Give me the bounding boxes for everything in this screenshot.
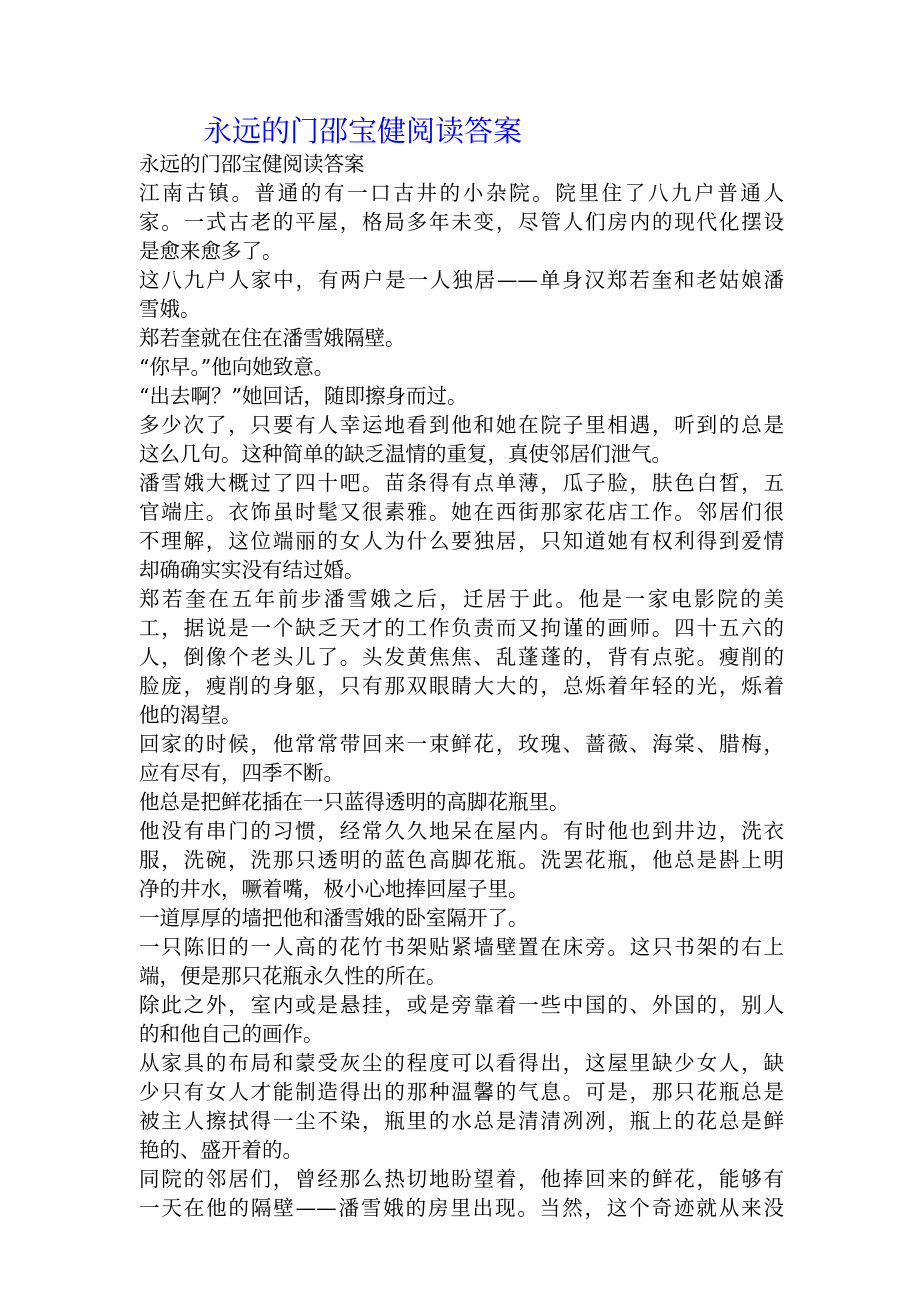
text-line: 家。一式古老的平屋，格局多年未变，尽管人们房内的现代化摆设 bbox=[139, 210, 784, 234]
text-line: 艳的、盛开着的。 bbox=[139, 1138, 303, 1162]
text-line: 不理解，这位端丽的女人为什么要独居，只知道她有权利得到爱情 bbox=[139, 529, 784, 553]
text-line: 这么几句。这种简单的缺乏温情的重复，真使邻居们泄气。 bbox=[139, 442, 672, 466]
text-line: 除此之外，室内或是悬挂，或是旁靠着一些中国的、外国的，别人 bbox=[139, 993, 784, 1017]
text-line: 的和他自己的画作。 bbox=[139, 1022, 324, 1046]
text-line: 人，倒像个老头儿了。头发黄焦焦、乱蓬蓬的，背有点驼。瘦削的 bbox=[139, 645, 784, 669]
text-line: 脸庞，瘦削的身躯，只有那双眼睛大大的，总烁着年轻的光，烁着 bbox=[139, 674, 784, 698]
text-line: 服，洗碗，洗那只透明的蓝色高脚花瓶。洗罢花瓶，他总是斟上明 bbox=[139, 848, 784, 872]
text-line: 潘雪娥大概过了四十吧。苗条得有点单薄，瓜子脸，肤色白皙，五 bbox=[139, 471, 784, 495]
text-line: 同院的邻居们，曾经那么热切地盼望着，他捧回来的鲜花，能够有 bbox=[139, 1167, 784, 1191]
text-line: 一天在他的隔壁——潘雪娥的房里出现。当然，这个奇迹就从来没 bbox=[139, 1196, 784, 1220]
text-line: 他总是把鲜花插在一只蓝得透明的高脚花瓶里。 bbox=[139, 790, 570, 814]
text-line: 多少次了，只要有人幸运地看到他和她在院子里相遇，听到的总是 bbox=[139, 413, 784, 437]
text-line: 官端庄。衣饰虽时髦又很素雅。她在西街那家花店工作。邻居们很 bbox=[139, 500, 784, 524]
text-line: 一只陈旧的一人高的花竹书架贴紧墙壁置在床旁。这只书架的右上 bbox=[139, 935, 784, 959]
text-line: 郑若奎在五年前步潘雪娥之后，迁居于此。他是一家电影院的美 bbox=[139, 587, 784, 611]
text-line: “你早。”他向她致意。 bbox=[139, 355, 335, 379]
text-line: 应有尽有，四季不断。 bbox=[139, 761, 344, 785]
text-line: 净的井水，噘着嘴，极小心地捧回屋子里。 bbox=[139, 877, 529, 901]
text-line: 却确确实实没有结过婚。 bbox=[139, 558, 365, 582]
text-line: 从家具的布局和蒙受灰尘的程度可以看得出，这屋里缺少女人，缺 bbox=[139, 1051, 784, 1075]
text-line: 江南古镇。普通的有一口古井的小杂院。院里住了八九户普通人 bbox=[139, 181, 784, 205]
text-line: 雪娥。 bbox=[139, 297, 201, 321]
text-line: 被主人擦拭得一尘不染，瓶里的水总是清清冽冽，瓶上的花总是鲜 bbox=[139, 1109, 784, 1133]
text-line: 郑若奎就在住在潘雪娥隔壁。 bbox=[139, 326, 406, 350]
text-line: 他没有串门的习惯，经常久久地呆在屋内。有时他也到井边，洗衣 bbox=[139, 819, 784, 843]
document-body bbox=[139, 150, 784, 1223]
text-line: 他的渴望。 bbox=[139, 703, 242, 727]
text-line: 一道厚厚的墙把他和潘雪娥的卧室隔开了。 bbox=[139, 906, 529, 930]
text-line: 是愈来愈多了。 bbox=[139, 239, 283, 263]
text-line: 少只有女人才能制造得出的那种温馨的气息。可是，那只花瓶总是 bbox=[139, 1080, 784, 1104]
text-line: 回家的时候，他常常带回来一束鲜花，玫瑰、蔷薇、海棠、腊梅， bbox=[139, 732, 784, 756]
text-line: “出去啊？”她回话，随即擦身而过。 bbox=[139, 384, 468, 408]
text-line: 端，便是那只花瓶永久性的所在。 bbox=[139, 964, 447, 988]
document-title: 永远的门邵宝健阅读答案 bbox=[203, 114, 523, 148]
text-line: 工，据说是一个缺乏天才的工作负责而又拘谨的画师。四十五六的 bbox=[139, 616, 784, 640]
document-subtitle-line: 永远的门邵宝健阅读答案 bbox=[139, 152, 365, 176]
text-line: 这八九户人家中，有两户是一人独居——单身汉郑若奎和老姑娘潘 bbox=[139, 268, 784, 292]
